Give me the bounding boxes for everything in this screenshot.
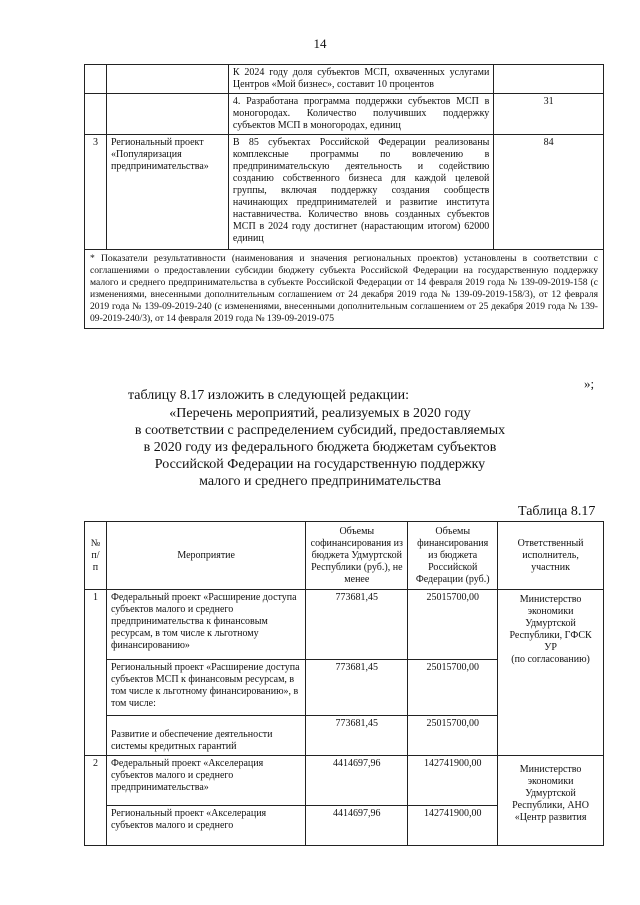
responsible-cell	[498, 756, 604, 846]
table-row	[85, 94, 604, 135]
closing-quote: »;	[584, 376, 595, 391]
footnote: * Показатели результативности (наименования и значения региональных проектов) установлены в соответствии с соглашениями о предоставлении субсидии бюджету субъекта Российской Федерации на государственную поддержку малого и среднего предпринимательства в субъекте Российской Федерации от 14 февраля 2019 года № 139-09-2019-158 (с изменениями, внесенными дополнительным соглашением от 24 декабря 2019 года № 139-09-2019-158/3), от 12 февраля 2019 года № 139-09-2019-240 (с изменениями, внесенными дополнительным соглашением от 25 декабря 2019 года № 139-09-2019-240/3), от 14 февраля 2019 года № 139-09-2019-075	[85, 250, 604, 329]
table-label: Таблица 8.17	[518, 504, 596, 519]
row-number: 3	[85, 135, 107, 250]
heading-line: малого и среднего предпринимательства	[199, 474, 441, 489]
event-cell: Федеральный проект «Расширение доступа субъектов малого и среднего предпринимательства к финансовым ресурсам, в том числе к льготному финансированию»	[106, 590, 305, 660]
table-heading	[60, 405, 580, 490]
responsible-cell	[498, 590, 604, 756]
heading-line: в соответствии с распределением субсидий, предоставляемых	[134, 423, 506, 438]
row-number: 1	[85, 590, 107, 756]
table-row	[85, 65, 604, 94]
indicator-value: 84	[494, 135, 604, 250]
header-regional: Объемы софинансирования из бюджета Удмуртской Республики (руб.), не менее	[306, 522, 408, 590]
responsible-name: Министерство экономики Удмуртской Республики, ГФСК УР	[509, 594, 592, 653]
indicator-text: 4. Разработана программа поддержки субъектов МСП в моногородах. Количество получивших поддержку субъектов МСП в моногородах, единиц	[228, 94, 493, 135]
regional-amount: 773681,45	[306, 590, 408, 660]
project-name	[106, 94, 228, 135]
header-federal: Объемы финансирования из бюджета Российской Федерации (руб.)	[408, 522, 498, 590]
page-number: 14	[313, 36, 327, 51]
header-num: № п/п	[85, 522, 107, 590]
project-name	[106, 65, 228, 94]
header-responsible: Ответственный исполнитель, участник	[498, 522, 604, 590]
indicators-table	[84, 64, 604, 329]
row-number: 2	[85, 756, 107, 846]
funding-table	[84, 521, 604, 846]
federal-amount: 25015700,00	[408, 716, 498, 756]
federal-amount: 25015700,00	[408, 660, 498, 716]
responsible-note: (по согласованию)	[511, 654, 590, 665]
heading-line: Российской Федерации на государственную поддержку	[154, 457, 486, 472]
indicator-text: В 85 субъектах Российской Федерации реализованы комплексные программы по вовлечению в предпринимательскую деятельность и содействию созданию собственного бизнеса для каждой целевой группы, включая поддержку создания сообществ начинающих предпринимателей и развитие института наставничества. Количество вновь созданных субъектов МСП в 2024 году достигнет (нарастающим итогом) 62000 единиц	[228, 135, 493, 250]
row-number	[85, 94, 107, 135]
header-event: Мероприятие	[106, 522, 305, 590]
heading-line: «Перечень мероприятий, реализуемых в 2020 году	[169, 406, 471, 421]
footnote-row	[85, 250, 604, 329]
indicator-value: 31	[494, 94, 604, 135]
regional-amount: 4414697,96	[306, 806, 408, 846]
header-row	[85, 522, 604, 590]
heading-line: в 2020 году из федерального бюджета бюджетам субъектов	[143, 440, 497, 455]
event-cell: Региональный проект «Расширение доступа субъектов МСП к финансовым ресурсам, в том числе к льготному финансированию», в том числе:	[106, 660, 305, 716]
table-row	[85, 756, 604, 806]
event-cell: Развитие и обеспечение деятельности системы кредитных гарантий	[106, 716, 305, 756]
indicator-text: К 2024 году доля субъектов МСП, охваченных услугами Центров «Мой бизнес», составит 10 процентов	[228, 65, 493, 94]
federal-amount: 25015700,00	[408, 590, 498, 660]
regional-amount: 773681,45	[306, 716, 408, 756]
responsible-name: Министерство экономики Удмуртской Республики, АНО «Центр развития	[512, 764, 589, 823]
regional-amount: 4414697,96	[306, 756, 408, 806]
row-number	[85, 65, 107, 94]
federal-amount: 142741900,00	[408, 806, 498, 846]
federal-amount: 142741900,00	[408, 756, 498, 806]
regional-amount: 773681,45	[306, 660, 408, 716]
indicator-value	[494, 65, 604, 94]
event-cell: Региональный проект «Акселерация субъектов малого и среднего	[106, 806, 305, 846]
table-row	[85, 135, 604, 250]
event-cell: Федеральный проект «Акселерация субъектов малого и среднего предпринимательства»	[106, 756, 305, 806]
project-name: Региональный проект «Популяризация предпринимательства»	[106, 135, 228, 250]
table-row	[85, 590, 604, 660]
intro-text: таблицу 8.17 изложить в следующей редакции:	[128, 388, 410, 403]
